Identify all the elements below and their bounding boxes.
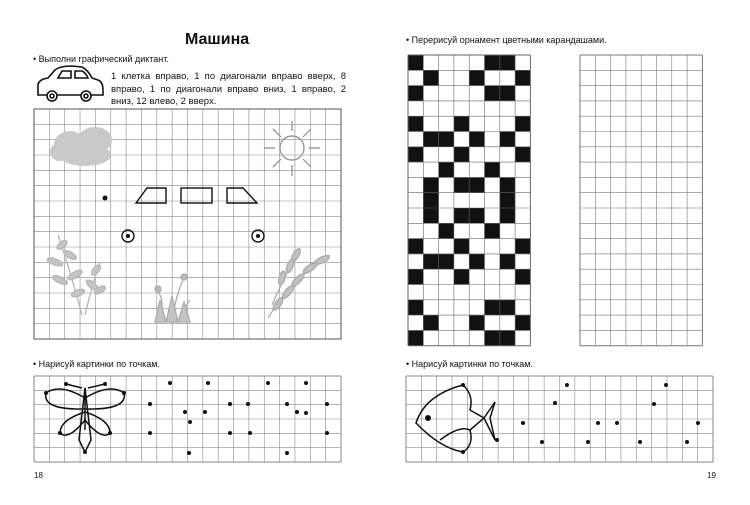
car-outline-hints <box>122 188 264 242</box>
ornament-cell <box>500 55 515 70</box>
dots-left <box>148 381 329 455</box>
ornament-cell <box>500 177 515 192</box>
ornament-cell <box>423 208 438 223</box>
page-number-right: 19 <box>707 471 716 480</box>
butterfly-icon <box>46 384 125 452</box>
ornament-cell <box>408 147 423 162</box>
ornament-cell <box>515 116 530 131</box>
fern-icon <box>268 247 331 318</box>
cloud-icon <box>50 127 112 166</box>
ornament-cell <box>485 300 500 315</box>
ornament-cell <box>500 193 515 208</box>
ornament-cell <box>439 254 454 269</box>
ornament-cell <box>423 254 438 269</box>
instruction-dictation: • Выполни графический диктант. <box>33 54 169 64</box>
instruction-dots-left: • Нарисуй картинки по точкам. <box>33 359 160 369</box>
ornament-cell <box>500 132 515 147</box>
ornament-cell <box>423 177 438 192</box>
ornament-cell <box>423 193 438 208</box>
ornament-cell <box>439 162 454 177</box>
ornament-cell <box>423 70 438 85</box>
ornament-cell <box>515 315 530 330</box>
ornament-cell <box>454 116 469 131</box>
ornament-cell <box>500 300 515 315</box>
ornament-cell <box>485 330 500 345</box>
ornament-cell <box>515 147 530 162</box>
car-icon <box>38 66 103 101</box>
ornament-cell <box>408 116 423 131</box>
sun-icon <box>264 121 320 176</box>
ornament-cell <box>423 315 438 330</box>
ornament-cell <box>408 86 423 101</box>
fish-eye <box>425 415 431 421</box>
dots-grid-left[interactable] <box>34 376 341 462</box>
ornament-cell <box>469 208 484 223</box>
ornament-cell <box>454 147 469 162</box>
instruction-ornament: • Перерисуй орнамент цветными карандашами. <box>406 35 607 45</box>
ornament-cell <box>469 254 484 269</box>
ornament-cell <box>408 269 423 284</box>
ornament-cell <box>439 132 454 147</box>
ornament-cell <box>515 70 530 85</box>
ornament-cell <box>408 55 423 70</box>
dots-right <box>461 383 700 454</box>
ornament-pattern <box>408 55 530 346</box>
ornament-cell <box>500 254 515 269</box>
ornament-cell <box>423 132 438 147</box>
ornament-cell <box>500 330 515 345</box>
ornament-cell <box>500 208 515 223</box>
ornament-cell <box>454 269 469 284</box>
ornament-copy-grid[interactable] <box>580 55 702 346</box>
ornament-cell <box>439 223 454 238</box>
ornament-cell <box>408 239 423 254</box>
ornament-cell <box>408 300 423 315</box>
ornament-cell <box>408 330 423 345</box>
ornament-cell <box>454 177 469 192</box>
page-number-left: 18 <box>34 471 43 480</box>
ornament-cell <box>469 315 484 330</box>
ornament-cell <box>485 223 500 238</box>
ornament-cell <box>454 208 469 223</box>
ornament-cell <box>515 239 530 254</box>
start-dot <box>103 196 108 201</box>
ornament-cell <box>500 86 515 101</box>
ornament-cell <box>469 132 484 147</box>
instruction-dots-right: • Нарисуй картинки по точкам. <box>406 359 533 369</box>
page-title: Машина <box>185 31 250 48</box>
flower-icon <box>155 274 190 322</box>
ornament-cell <box>454 239 469 254</box>
ornament-cell <box>485 55 500 70</box>
ornament-cell <box>515 269 530 284</box>
ornament-cell <box>485 162 500 177</box>
ornament-cell <box>469 177 484 192</box>
ornament-cell <box>469 70 484 85</box>
ornament-cell <box>485 86 500 101</box>
dictation-text: 1 клетка вправо, 1 по диагонали вправо вверх, 8 вправо, 1 по диагонали вправо вниз, 1 вправо, 2 вниз, 12 влево, 2 вверх. <box>111 71 346 107</box>
